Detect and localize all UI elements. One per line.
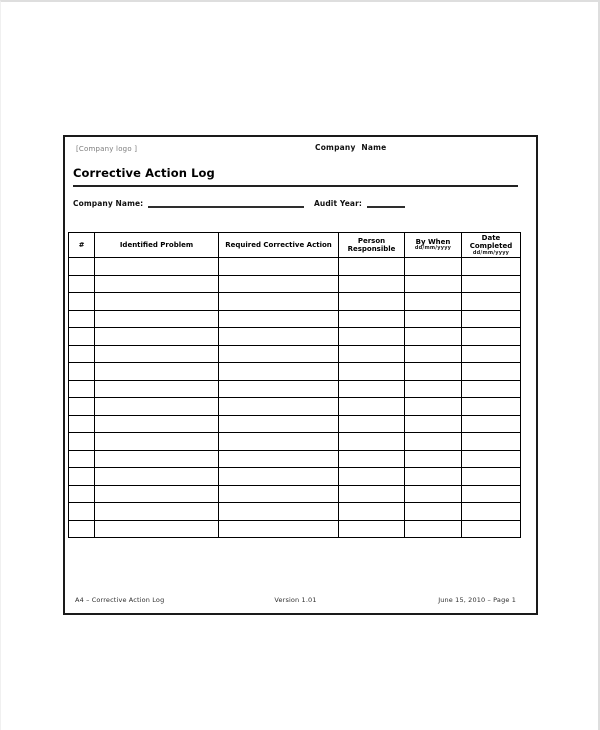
column-header-number: # [69, 233, 95, 258]
table-row [69, 450, 521, 468]
table-cell [405, 503, 462, 521]
table-cell [69, 363, 95, 381]
table-cell [462, 503, 521, 521]
table-row [69, 398, 521, 416]
table-cell [69, 275, 95, 293]
table-cell [219, 293, 339, 311]
table-cell [405, 485, 462, 503]
table-cell [219, 468, 339, 486]
audit-year-field [314, 198, 405, 208]
table-cell [339, 275, 405, 293]
table-cell [69, 398, 95, 416]
column-header-date-completed: Date Completed dd/mm/yyyy [462, 233, 521, 258]
table-cell [405, 380, 462, 398]
table-cell [339, 258, 405, 276]
table-cell [69, 433, 95, 451]
table-cell [219, 520, 339, 538]
table-cell [405, 468, 462, 486]
table-row [69, 433, 521, 451]
table-cell [462, 450, 521, 468]
table-cell [339, 520, 405, 538]
table-cell [95, 468, 219, 486]
table-cell [462, 310, 521, 328]
table-cell [405, 363, 462, 381]
table-cell [95, 415, 219, 433]
column-header-identified-problem: Identified Problem [95, 233, 219, 258]
table-cell [462, 433, 521, 451]
column-header-by-when: By When dd/mm/yyyy [405, 233, 462, 258]
table-cell [95, 520, 219, 538]
table-cell [339, 485, 405, 503]
footer-document-id: A4 – Corrective Action Log [75, 596, 165, 604]
table-cell [95, 293, 219, 311]
table-row [69, 275, 521, 293]
table-cell [95, 363, 219, 381]
table-cell [462, 275, 521, 293]
company-logo-placeholder: [Company logo ] [76, 145, 138, 153]
table-cell [462, 468, 521, 486]
table-row [69, 415, 521, 433]
table-row [69, 310, 521, 328]
form-fields-row [73, 198, 520, 211]
table-cell [219, 450, 339, 468]
table-cell [69, 415, 95, 433]
table-cell [405, 328, 462, 346]
table-cell [95, 398, 219, 416]
table-cell [339, 415, 405, 433]
table-row [69, 503, 521, 521]
column-header-person-responsible: Person Responsible [339, 233, 405, 258]
table-cell [339, 380, 405, 398]
table-cell [219, 503, 339, 521]
table-cell [405, 398, 462, 416]
table-cell [462, 363, 521, 381]
table-cell [462, 415, 521, 433]
table-row [69, 485, 521, 503]
table-cell [405, 415, 462, 433]
table-cell [69, 328, 95, 346]
table-cell [219, 415, 339, 433]
table-cell [219, 345, 339, 363]
table-cell [95, 503, 219, 521]
table-cell [95, 345, 219, 363]
table-row [69, 380, 521, 398]
table-cell [462, 520, 521, 538]
table-cell [339, 310, 405, 328]
table-cell [219, 380, 339, 398]
company-name-fill-line [148, 198, 304, 208]
table-row [69, 328, 521, 346]
table-cell [219, 398, 339, 416]
table-cell [405, 345, 462, 363]
table-cell [462, 485, 521, 503]
table-cell [219, 328, 339, 346]
table-row [69, 258, 521, 276]
table-cell [462, 345, 521, 363]
table-cell [462, 380, 521, 398]
table-cell [95, 485, 219, 503]
table-cell [339, 345, 405, 363]
page-title: Corrective Action Log [73, 165, 518, 187]
table-cell [69, 258, 95, 276]
audit-year-fill-line [367, 198, 405, 208]
corrective-action-table-wrap [68, 232, 520, 538]
document-page [63, 135, 538, 615]
page-footer [75, 596, 516, 604]
table-cell [95, 450, 219, 468]
table-cell [405, 450, 462, 468]
table-cell [339, 363, 405, 381]
company-name-header: Company Name [315, 143, 387, 152]
table-cell [462, 258, 521, 276]
table-cell [69, 345, 95, 363]
table-cell [95, 258, 219, 276]
table-cell [339, 503, 405, 521]
footer-version: Version 1.01 [274, 596, 317, 604]
table-cell [405, 433, 462, 451]
table-row [69, 293, 521, 311]
table-cell [69, 485, 95, 503]
table-cell [405, 293, 462, 311]
corrective-action-table [68, 232, 521, 538]
table-cell [339, 468, 405, 486]
table-row [69, 363, 521, 381]
footer-date-page: June 15, 2010 – Page 1 [438, 596, 516, 604]
company-name-field [73, 198, 304, 208]
table-cell [219, 485, 339, 503]
table-cell [69, 293, 95, 311]
table-cell [405, 520, 462, 538]
table-cell [339, 398, 405, 416]
table-cell [339, 328, 405, 346]
table-cell [462, 293, 521, 311]
table-cell [405, 310, 462, 328]
table-cell [219, 258, 339, 276]
table-cell [69, 450, 95, 468]
table-row [69, 520, 521, 538]
table-cell [69, 520, 95, 538]
table-row [69, 468, 521, 486]
table-cell [219, 433, 339, 451]
table-cell [219, 310, 339, 328]
table-cell [462, 398, 521, 416]
table-cell [69, 310, 95, 328]
table-cell [95, 433, 219, 451]
table-cell [405, 258, 462, 276]
table-cell [219, 275, 339, 293]
table-cell [95, 275, 219, 293]
table-cell [69, 380, 95, 398]
table-cell [219, 363, 339, 381]
table-header-row [69, 233, 521, 258]
table-cell [339, 293, 405, 311]
table-cell [95, 328, 219, 346]
table-cell [462, 328, 521, 346]
table-cell [95, 310, 219, 328]
audit-year-label: Audit Year: [314, 199, 362, 208]
company-name-label: Company Name: [73, 199, 144, 208]
table-cell [69, 468, 95, 486]
table-cell [69, 503, 95, 521]
table-cell [339, 433, 405, 451]
table-row [69, 345, 521, 363]
table-cell [405, 275, 462, 293]
column-header-required-corrective-action: Required Corrective Action [219, 233, 339, 258]
table-cell [95, 380, 219, 398]
table-cell [339, 450, 405, 468]
